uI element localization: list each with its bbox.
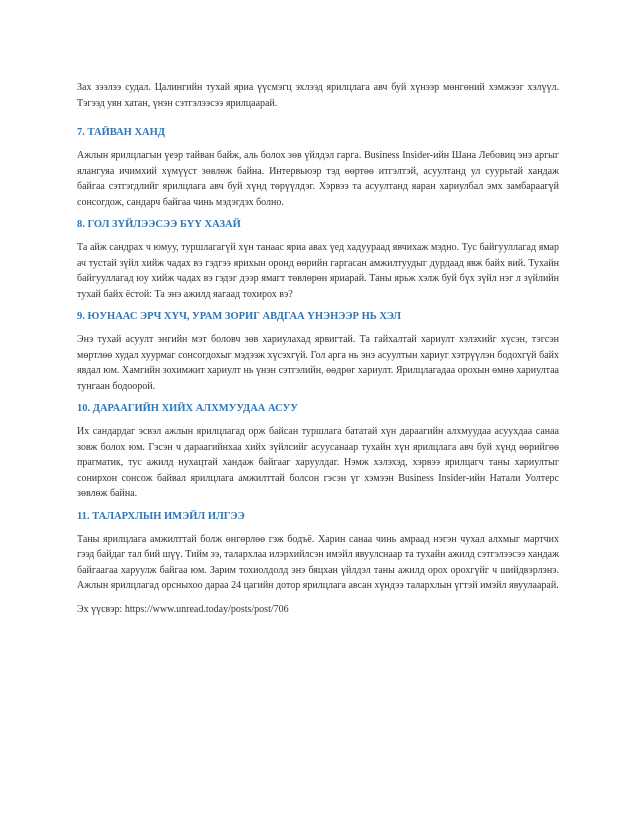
- intro-paragraph: Зах зээлээ судал. Цалингийн тухай яриа үүсмэгц эхлээд ярилцлага авч буй хүнээр мөнгөний хэмжээг хэлүүл. Тэгээд уян хатан, үнэн сэтгэлээсээ ярилцаарай.: [77, 82, 559, 109]
- section-heading: 11. ТАЛАРХЛЫН ИМЭЙЛ ИЛГЭЭ: [77, 510, 245, 522]
- section-body: Их сандардаг эсвэл ажлын ярилцлагад орж байсан туршлага бататай хүн дараагийн алхмуудаа асуухдаа санаа зовж болох юм. Гэсэн ч дараагийнхаа хийх зүйлсийг асуусанаар тухайн хүн ярилцлага авч буй хүнд өөрийгөө прагматик, тус ажилд нухацтай хандаж байгааг харуулдаг. Нэмж хэлэхэд, хэрвээ ярилцагч таны хариултыг сонирхон сонсож байвал ярилцлага амжилттай болсон гэсэн үг хэмээн Business Insider-ийн Натали Уолтерс зөвлөж байна.: [77, 426, 559, 499]
- section-heading: 9. ЮУНААС ЭРЧ ХҮЧ, УРАМ ЗОРИГ АВДГАА ҮНЭНЭЭР НЬ ХЭЛ: [77, 311, 402, 322]
- section-heading: 7. ТАЙВАН ХАНД: [77, 127, 166, 138]
- section-heading: 8. ГОЛ ЗҮЙЛЭЭСЭЭ БҮҮ ХАЗАЙ: [77, 219, 241, 230]
- section-11: [77, 510, 559, 594]
- document-page: [77, 80, 559, 617]
- section-body: Таны ярилцлага амжилттай болж өнгөрлөө гэж бодъё. Харин санаа чинь амраад нэгэн чухал алхмыг мартчих гээд байдаг тал бий шүү. Тийм ээ, талархлаа илэрхийлсэн имэйл явуулснаар та тухайн ажилд сэтгэлээсээ хандаж байгаагаа харуулж байгаа юм. Зарим тохиолдолд энэ бяцхан үйлдэл таны ажилд орох орохгүйг ч шийдвэрлэнэ. Ажлын ярилцлагад орсныхоо дараа 24 цагийн дотор ярилцлага авсан хүндээ талархлын үгтэй имэйл явуулаарай.: [77, 533, 559, 591]
- section-body: Ажлын ярилцлагын үеэр тайван байж, аль болох зөв үйлдэл гарга. Business Insider-ийн Шана Лебовиц энэ аргыг ялангуяа ичимхий хүмүүст зөвлөж байна. Интервьюэр тэд өөртөө итгэлтэй, асуултанд ул суурьтай хандаж байгаа сэтгэгдлийг ярилцлага авч буй хүнд төрүүлдэг. Хэрвээ та асуултанд яаран хариулбал эмх замбараагүй сонсогдож, сандарч байгаа чинь мэдэгдэх болно.: [77, 150, 559, 208]
- section-9: [77, 310, 559, 394]
- section-body: Та айж сандрах ч юмуу, туршлагагүй хүн танаас яриа авах үед хадуураад явчихаж мэдно. Тус байгууллагад ямар ач тустай зүйл хийж чадах вэ гэдгээ ярихын оронд өөрийн гаргасан амжилтуудыг дурдаад явж байх вий. Тухайн байгууллагад юу хийж чадах вэ гэдэг дээр ямагт төвлөрөн яриарай. Таны ярьж хэлж буй бүх зүйл нэг л зүйлийн тухай байх ёстой: Та энэ ажилд яагаад тохирох вэ?: [77, 242, 559, 300]
- section-8: [77, 218, 559, 302]
- section-heading: 10. ДАРААГИЙН ХИЙХ АЛХМУУДАА АСУУ: [77, 403, 298, 414]
- section-7: [77, 126, 559, 210]
- source-label: Эх үүсвэр:: [77, 603, 123, 615]
- source-link[interactable]: https://www.unread.today/posts/post/706: [124, 603, 289, 615]
- section-10: [77, 402, 559, 502]
- section-body: Энэ тухай асуулт энгийн мэт боловч зөв хариулахад ярвигтай. Та гайхалтай хариулт хэлэхийг хүсэн, тэгсэн мөртлөө худал хуурмаг сонсогдохыг мэдээж хүсэхгүй. Гол арга нь энэ асуултын хариуг хэтрүүлэн бодохгүй байх явдал юм. Хамгийн зохимжит хариулт нь үнэн сэтгэлийн, өөдрөг хариулт. Ярилцлагадаа орохын өмнө хариултаа тунгаан бодоорой.: [77, 334, 559, 392]
- source-line: [77, 602, 559, 618]
